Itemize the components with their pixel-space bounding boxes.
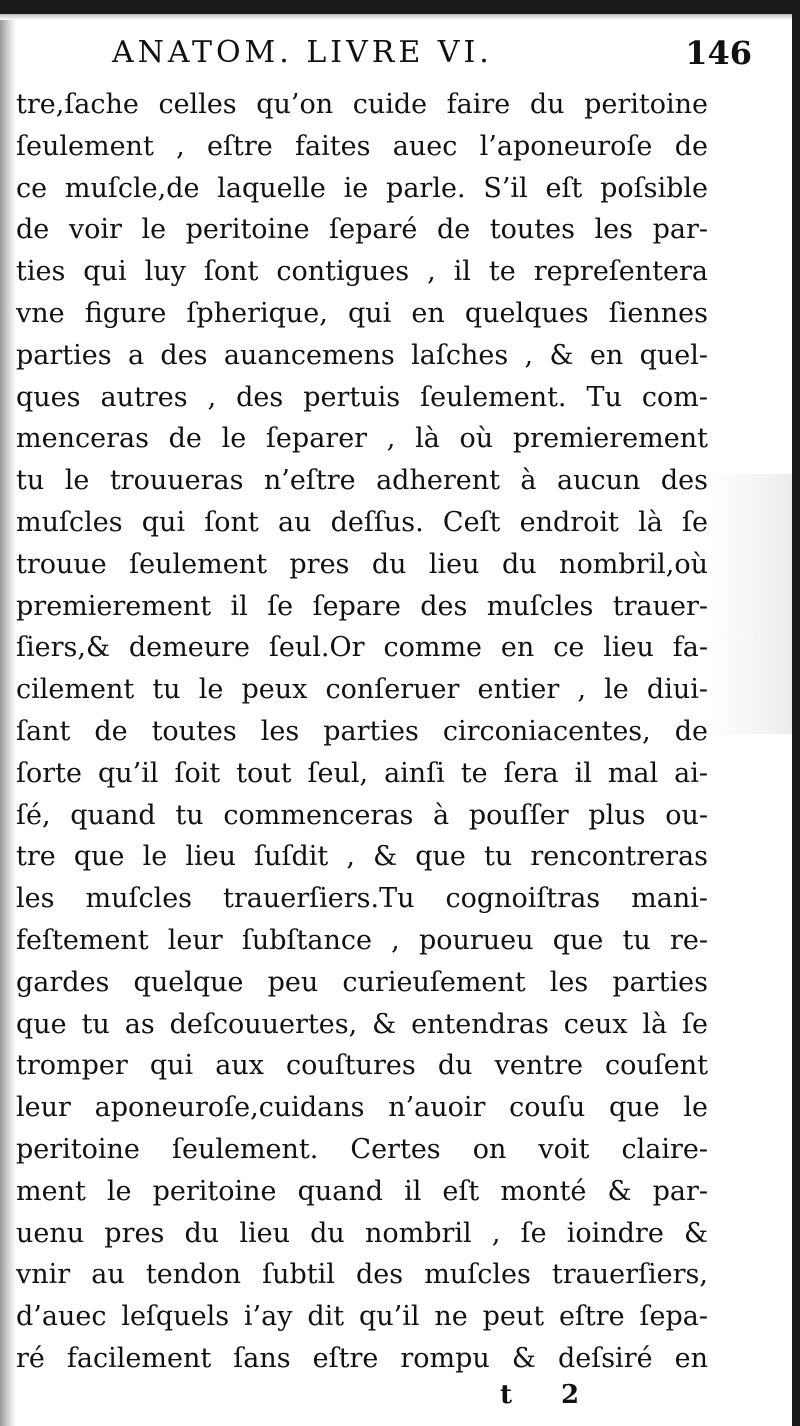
text-line: de voir le peritoine ſeparé de toutes les par- (16, 214, 708, 246)
text-line: uenu pres du lieu du nombril , ſe ioindre & (16, 1217, 708, 1249)
text-line: cilement tu le peux conſeruer entier , le diui- (16, 674, 708, 706)
text-line: les muſcles trauerſiers.Tu cognoiſtras mani- (16, 883, 708, 915)
text-line: tre que le lieu ſuſdit , & que tu rencontreras (16, 841, 708, 873)
text-line: ſant de toutes les parties circoniacentes, de (16, 715, 708, 747)
text-line: premierement il ſe ſepare des muſcles trauer- (16, 590, 708, 622)
text-line: ſé, quand tu commenceras à pouſſer plus ou- (16, 799, 708, 831)
running-head (112, 28, 752, 78)
book-page (0, 14, 792, 1426)
text-line: trouue ſeulement pres du lieu du nombril,où (16, 548, 708, 580)
text-line: ſiers,& demeure ſeul.Or comme en ce lieu fa- (16, 632, 708, 664)
body-text (16, 84, 708, 1380)
text-line: peritoine ſeulement. Certes on voit claire- (16, 1133, 708, 1165)
text-line: ſeulement , eſtre faites auec l’aponeuroſe de (16, 130, 708, 162)
text-line: gardes quelque peu curieuſement les parties (16, 966, 708, 998)
show-through-area (712, 474, 792, 734)
text-line: ce muſcle,de laquelle ie parle. S’il eſt poſsible (16, 172, 708, 204)
text-line: que tu as deſcouuertes, & entendras ceux là ſe (16, 1008, 708, 1040)
text-line: ré facilement ſans eſtre rompu & deſsiré en (16, 1342, 708, 1374)
text-line: ment le peritoine quand il eſt monté & par- (16, 1175, 708, 1207)
page-top-edge (0, 14, 792, 20)
text-line: feſtement leur ſubſtance , pourueu que tu re- (16, 924, 708, 956)
page-number: 146 (685, 34, 752, 72)
text-line: ſorte qu’il ſoit tout ſeul, ainſi te ſera il mal ai- (16, 757, 708, 789)
text-line: menceras de le ſeparer , là où premierement (16, 423, 708, 455)
running-title: ANATOM. LIVRE VI. (112, 35, 493, 70)
text-line: leur aponeuroſe,cuidans n’auoir couſu que le (16, 1092, 708, 1124)
text-line: vne figure ſpherique, qui en quelques ſiennes (16, 297, 708, 329)
text-line: ques autres , des pertuis ſeulement. Tu com- (16, 381, 708, 413)
text-line: tu le trouueras n’eſtre adherent à aucun des (16, 465, 708, 497)
text-line: ties qui luy ſont contigues , il te repreſentera (16, 256, 708, 288)
text-line: tre,ſache celles qu’on cuide faire du peritoine (16, 89, 708, 120)
text-line: vnir au tendon ſubtil des muſcles trauerſiers, (16, 1259, 708, 1291)
text-line: tromper qui aux couſtures du ventre couſent (16, 1050, 708, 1082)
text-line: d’auec leſquels i’ay dit qu’il ne peut eſtre ſepa- (16, 1301, 708, 1333)
signature-mark: t 2 (500, 1380, 580, 1410)
text-line: parties a des auancemens laſches , & en quel- (16, 339, 708, 371)
text-line: muſcles qui ſont au deſſus. Ceſt endroit là ſe (16, 506, 708, 538)
gutter-shadow (0, 14, 16, 1426)
